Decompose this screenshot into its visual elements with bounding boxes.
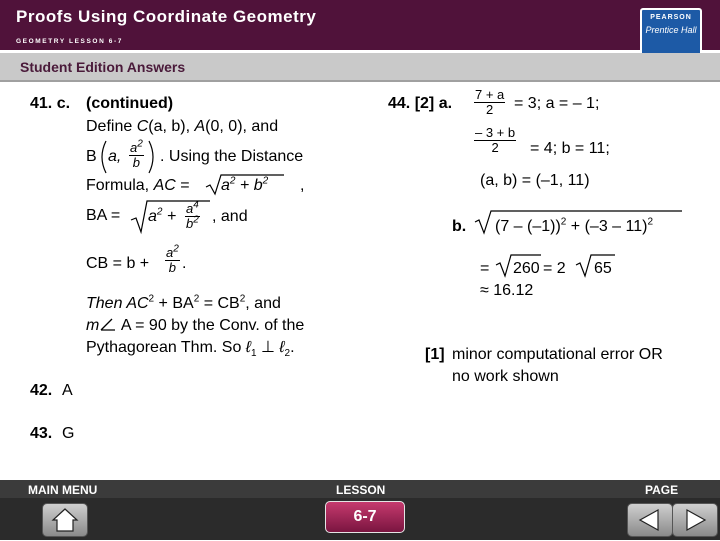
point-b-x: a,	[108, 148, 122, 165]
q41-pythag-line: Pythagorean Thm. So ℓ$_1$ ⊥ ℓ$_2$.	[86, 339, 295, 360]
q41-angle-line: m A = 90 by the Conv. of the	[86, 317, 305, 334]
lesson-label: LESSON	[336, 483, 386, 497]
q44-fraction-2: $\frac{- 3 + b}{2}$	[475, 125, 516, 155]
logo-top-text: PEARSON	[650, 14, 692, 21]
ba-fraction: $\frac{a^4}{b^2}$	[186, 199, 199, 231]
angle-icon	[99, 317, 117, 331]
q44-eq-label: =	[480, 260, 490, 277]
q41-formula-line: Formula, AC =	[86, 177, 190, 194]
ba-label: BA =	[86, 207, 121, 224]
q41-define-line: Define C(a, b), A(0, 0), and	[86, 118, 279, 135]
page-label: PAGE	[645, 483, 679, 497]
lesson-button[interactable]: 6-7	[325, 501, 405, 533]
q44-eq-mid: = 2	[543, 260, 566, 277]
cb-dot: .	[182, 255, 187, 272]
q44-ab-result: (a, b) = (–1, 11)	[480, 172, 590, 189]
left-paren	[96, 140, 108, 174]
cb-fraction: $\frac{a^2}{b}$	[166, 243, 179, 275]
q44-partial-text-1: minor computational error OR	[452, 346, 663, 363]
point-b-y-fraction: $\frac{a^2}{b}$	[130, 138, 143, 170]
band-divider	[0, 80, 720, 82]
prev-page-button[interactable]	[627, 503, 673, 537]
publisher-logo	[640, 8, 702, 56]
next-page-button[interactable]	[672, 503, 718, 537]
q42-answer: A	[62, 382, 73, 399]
cb-label: CB = b +	[86, 255, 150, 272]
lesson-subtitle: GEOMETRY LESSON 6-7	[16, 38, 123, 45]
arrow-right-icon	[673, 504, 717, 536]
section-label: Student Edition Answers	[20, 59, 186, 75]
q43-label: 43.	[30, 425, 53, 442]
q44-fraction-1: $\frac{7 + a}{2}$	[475, 87, 505, 117]
q44-eq-2: = 4; b = 11;	[530, 140, 610, 157]
perpendicular-icon: ⊥	[256, 339, 280, 356]
q42-label: 42.	[30, 382, 53, 399]
arrow-left-icon	[628, 504, 672, 536]
q44-label: 44. [2] a.	[388, 95, 453, 112]
q41-using-text: . Using the Distance	[160, 148, 304, 165]
q44-260: 260	[513, 260, 540, 277]
right-paren	[147, 140, 159, 174]
ac-radicand: $a^2 + b^2$	[221, 175, 269, 194]
q44-approx: ≈ 16.12	[480, 282, 534, 299]
q44-partial-text-2: no work shown	[452, 368, 559, 385]
q44-distance-radicand: (7 – (–1))$^2$ + (–3 – 11)$^2$	[495, 216, 654, 235]
q43-answer: G	[62, 425, 75, 442]
q44-65: 65	[594, 260, 612, 277]
ba-radicand: $a^2$ +	[148, 206, 177, 225]
q44-b-label: b.	[452, 218, 467, 235]
q41-then-line: Then $AC^2 + BA^2 = CB^2$, and	[86, 293, 281, 312]
q41-label: 41. c.	[30, 95, 71, 112]
point-b-label: B	[86, 148, 97, 165]
home-icon	[43, 504, 87, 536]
main-menu-label: MAIN MENU	[28, 483, 98, 497]
q44-eq-1: = 3; a = – 1;	[514, 95, 600, 112]
ba-and: , and	[212, 208, 248, 225]
home-button[interactable]	[42, 503, 88, 537]
ac-comma: ,	[300, 177, 305, 194]
logo-bottom-text: Prentice Hall	[645, 25, 697, 35]
q44-partial-label: [1]	[425, 346, 445, 363]
page-title: Proofs Using Coordinate Geometry	[16, 7, 317, 26]
q41-continued: (continued)	[86, 95, 174, 112]
